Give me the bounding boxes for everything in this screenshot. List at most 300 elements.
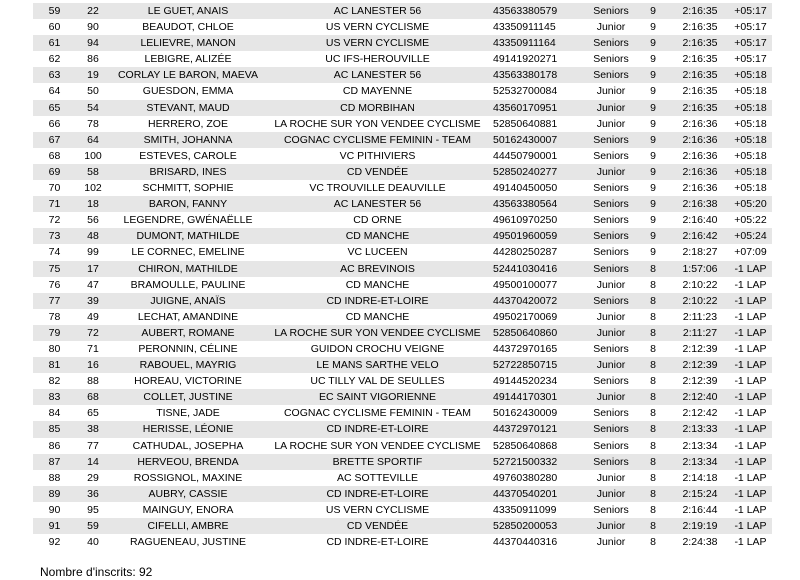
table-row xyxy=(33,116,772,132)
gap-cell: -1 LAP xyxy=(729,470,772,486)
rank-cell: 78 xyxy=(33,309,76,325)
rank-cell: 81 xyxy=(33,357,76,373)
laps-cell: 8 xyxy=(635,341,671,357)
license-cell: 43560170951 xyxy=(489,100,587,116)
gap-cell: +05:24 xyxy=(729,228,772,244)
category-cell: Seniors xyxy=(587,373,635,389)
rank-cell: 79 xyxy=(33,325,76,341)
club-cell: UC IFS-HEROUVILLE xyxy=(266,51,489,67)
club-cell: CD MANCHE xyxy=(266,228,489,244)
laps-cell: 9 xyxy=(635,3,671,19)
category-cell: Seniors xyxy=(587,148,635,164)
time-cell: 2:10:22 xyxy=(671,293,729,309)
table-row xyxy=(33,502,772,518)
laps-cell: 9 xyxy=(635,196,671,212)
category-cell: Seniors xyxy=(587,405,635,421)
category-cell: Junior xyxy=(587,309,635,325)
time-cell: 2:11:23 xyxy=(671,309,729,325)
time-cell: 2:16:35 xyxy=(671,100,729,116)
rider-name-cell: LE CORNEC, EMELINE xyxy=(110,244,266,260)
time-cell: 2:12:42 xyxy=(671,405,729,421)
bib-cell: 38 xyxy=(76,421,110,437)
time-cell: 2:16:35 xyxy=(671,67,729,83)
rank-cell: 86 xyxy=(33,438,76,454)
rank-cell: 62 xyxy=(33,51,76,67)
category-cell: Seniors xyxy=(587,196,635,212)
time-cell: 2:10:22 xyxy=(671,277,729,293)
club-cell: BRETTE SPORTIF xyxy=(266,454,489,470)
laps-cell: 9 xyxy=(635,148,671,164)
gap-cell: +07:09 xyxy=(729,244,772,260)
rank-cell: 89 xyxy=(33,486,76,502)
rider-name-cell: HERRERO, ZOE xyxy=(110,116,266,132)
category-cell: Seniors xyxy=(587,132,635,148)
bib-cell: 77 xyxy=(76,438,110,454)
rank-cell: 82 xyxy=(33,373,76,389)
laps-cell: 8 xyxy=(635,470,671,486)
rider-name-cell: CORLAY LE BARON, MAEVA xyxy=(110,67,266,83)
rank-cell: 83 xyxy=(33,389,76,405)
table-row xyxy=(33,438,772,454)
club-cell: GUIDON CROCHU VEIGNE xyxy=(266,341,489,357)
gap-cell: -1 LAP xyxy=(729,534,772,550)
rider-name-cell: LEGENDRE, GWÉNAËLLE xyxy=(110,212,266,228)
rider-name-cell: PERONNIN, CÉLINE xyxy=(110,341,266,357)
rider-name-cell: HOREAU, VICTORINE xyxy=(110,373,266,389)
club-cell: AC LANESTER 56 xyxy=(266,196,489,212)
laps-cell: 8 xyxy=(635,293,671,309)
bib-cell: 68 xyxy=(76,389,110,405)
rider-name-cell: RAGUENEAU, JUSTINE xyxy=(110,534,266,550)
bib-cell: 36 xyxy=(76,486,110,502)
laps-cell: 9 xyxy=(635,228,671,244)
bib-cell: 88 xyxy=(76,373,110,389)
table-row xyxy=(33,389,772,405)
license-cell: 52850640868 xyxy=(489,438,587,454)
rider-name-cell: STEVANT, MAUD xyxy=(110,100,266,116)
time-cell: 2:16:35 xyxy=(671,3,729,19)
table-row xyxy=(33,405,772,421)
club-cell: US VERN CYCLISME xyxy=(266,19,489,35)
rank-cell: 68 xyxy=(33,148,76,164)
gap-cell: +05:17 xyxy=(729,3,772,19)
laps-cell: 8 xyxy=(635,518,671,534)
rank-cell: 84 xyxy=(33,405,76,421)
club-cell: VC TROUVILLE DEAUVILLE xyxy=(266,180,489,196)
gap-cell: -1 LAP xyxy=(729,518,772,534)
rider-name-cell: CHIRON, MATHILDE xyxy=(110,261,266,277)
gap-cell: +05:17 xyxy=(729,19,772,35)
bib-cell: 54 xyxy=(76,100,110,116)
laps-cell: 8 xyxy=(635,454,671,470)
gap-cell: -1 LAP xyxy=(729,309,772,325)
gap-cell: +05:22 xyxy=(729,212,772,228)
table-row xyxy=(33,19,772,35)
bib-cell: 40 xyxy=(76,534,110,550)
rank-cell: 61 xyxy=(33,35,76,51)
rank-cell: 75 xyxy=(33,261,76,277)
laps-cell: 9 xyxy=(635,180,671,196)
table-row xyxy=(33,277,772,293)
rider-name-cell: LEBIGRE, ALIZÉE xyxy=(110,51,266,67)
category-cell: Junior xyxy=(587,116,635,132)
license-cell: 52441030416 xyxy=(489,261,587,277)
license-cell: 49501960059 xyxy=(489,228,587,244)
club-cell: VC PITHIVIERS xyxy=(266,148,489,164)
table-row xyxy=(33,180,772,196)
laps-cell: 8 xyxy=(635,357,671,373)
table-row xyxy=(33,261,772,277)
bib-cell: 56 xyxy=(76,212,110,228)
club-cell: US VERN CYCLISME xyxy=(266,502,489,518)
license-cell: 44372970165 xyxy=(489,341,587,357)
laps-cell: 8 xyxy=(635,277,671,293)
club-cell: CD INDRE-ET-LOIRE xyxy=(266,534,489,550)
license-cell: 43563380178 xyxy=(489,67,587,83)
category-cell: Seniors xyxy=(587,421,635,437)
license-cell: 49144170301 xyxy=(489,389,587,405)
bib-cell: 65 xyxy=(76,405,110,421)
laps-cell: 8 xyxy=(635,438,671,454)
rider-name-cell: MAINGUY, ENORA xyxy=(110,502,266,518)
club-cell: AC LANESTER 56 xyxy=(266,67,489,83)
rider-name-cell: COLLET, JUSTINE xyxy=(110,389,266,405)
time-cell: 2:16:36 xyxy=(671,132,729,148)
laps-cell: 9 xyxy=(635,244,671,260)
rider-name-cell: RABOUEL, MAYRIG xyxy=(110,357,266,373)
laps-cell: 9 xyxy=(635,35,671,51)
bib-cell: 16 xyxy=(76,357,110,373)
club-cell: COGNAC CYCLISME FEMININ - TEAM xyxy=(266,132,489,148)
club-cell: CD ORNE xyxy=(266,212,489,228)
club-cell: AC BREVINOIS xyxy=(266,261,489,277)
license-cell: 52850640881 xyxy=(489,116,587,132)
category-cell: Junior xyxy=(587,534,635,550)
bib-cell: 22 xyxy=(76,3,110,19)
bib-cell: 18 xyxy=(76,196,110,212)
gap-cell: +05:20 xyxy=(729,196,772,212)
table-row xyxy=(33,518,772,534)
laps-cell: 8 xyxy=(635,502,671,518)
gap-cell: -1 LAP xyxy=(729,405,772,421)
gap-cell: -1 LAP xyxy=(729,325,772,341)
license-cell: 43350911145 xyxy=(489,19,587,35)
rank-cell: 91 xyxy=(33,518,76,534)
club-cell: UC TILLY VAL DE SEULLES xyxy=(266,373,489,389)
rank-cell: 65 xyxy=(33,100,76,116)
category-cell: Seniors xyxy=(587,454,635,470)
time-cell: 2:16:35 xyxy=(671,51,729,67)
time-cell: 2:12:39 xyxy=(671,341,729,357)
laps-cell: 9 xyxy=(635,51,671,67)
category-cell: Junior xyxy=(587,325,635,341)
time-cell: 2:16:38 xyxy=(671,196,729,212)
rank-cell: 73 xyxy=(33,228,76,244)
club-cell: US VERN CYCLISME xyxy=(266,35,489,51)
bib-cell: 78 xyxy=(76,116,110,132)
laps-cell: 8 xyxy=(635,389,671,405)
table-row xyxy=(33,470,772,486)
rider-name-cell: AUBERT, ROMANE xyxy=(110,325,266,341)
license-cell: 52722850715 xyxy=(489,357,587,373)
gap-cell: -1 LAP xyxy=(729,277,772,293)
gap-cell: -1 LAP xyxy=(729,502,772,518)
table-row xyxy=(33,421,772,437)
gap-cell: +05:18 xyxy=(729,132,772,148)
gap-cell: -1 LAP xyxy=(729,438,772,454)
bib-cell: 47 xyxy=(76,277,110,293)
time-cell: 2:16:36 xyxy=(671,164,729,180)
rider-name-cell: DUMONT, MATHILDE xyxy=(110,228,266,244)
rank-cell: 70 xyxy=(33,180,76,196)
rider-name-cell: LELIEVRE, MANON xyxy=(110,35,266,51)
bib-cell: 50 xyxy=(76,83,110,99)
time-cell: 2:16:40 xyxy=(671,212,729,228)
table-row xyxy=(33,534,772,550)
license-cell: 43350911099 xyxy=(489,502,587,518)
time-cell: 2:11:27 xyxy=(671,325,729,341)
time-cell: 2:16:36 xyxy=(671,180,729,196)
laps-cell: 9 xyxy=(635,100,671,116)
license-cell: 44280250287 xyxy=(489,244,587,260)
rank-cell: 80 xyxy=(33,341,76,357)
category-cell: Junior xyxy=(587,486,635,502)
license-cell: 44370440316 xyxy=(489,534,587,550)
rider-name-cell: BRAMOULLE, PAULINE xyxy=(110,277,266,293)
rank-cell: 67 xyxy=(33,132,76,148)
bib-cell: 59 xyxy=(76,518,110,534)
time-cell: 2:16:36 xyxy=(671,116,729,132)
category-cell: Seniors xyxy=(587,51,635,67)
gap-cell: -1 LAP xyxy=(729,373,772,389)
license-cell: 52850240277 xyxy=(489,164,587,180)
rank-cell: 74 xyxy=(33,244,76,260)
rider-name-cell: TISNE, JADE xyxy=(110,405,266,421)
time-cell: 1:57:06 xyxy=(671,261,729,277)
bib-cell: 94 xyxy=(76,35,110,51)
bib-cell: 17 xyxy=(76,261,110,277)
category-cell: Seniors xyxy=(587,180,635,196)
category-cell: Seniors xyxy=(587,293,635,309)
category-cell: Seniors xyxy=(587,212,635,228)
club-cell: CD MANCHE xyxy=(266,277,489,293)
rider-name-cell: ROSSIGNOL, MAXINE xyxy=(110,470,266,486)
rank-cell: 90 xyxy=(33,502,76,518)
license-cell: 52721500332 xyxy=(489,454,587,470)
table-row xyxy=(33,341,772,357)
license-cell: 52850640860 xyxy=(489,325,587,341)
club-cell: LA ROCHE SUR YON VENDEE CYCLISME xyxy=(266,116,489,132)
club-cell: LE MANS SARTHE VELO xyxy=(266,357,489,373)
gap-cell: -1 LAP xyxy=(729,421,772,437)
rider-name-cell: LE GUET, ANAIS xyxy=(110,3,266,19)
category-cell: Seniors xyxy=(587,228,635,244)
rank-cell: 88 xyxy=(33,470,76,486)
table-row xyxy=(33,373,772,389)
club-cell: COGNAC CYCLISME FEMININ - TEAM xyxy=(266,405,489,421)
bib-cell: 102 xyxy=(76,180,110,196)
table-row xyxy=(33,100,772,116)
bib-cell: 71 xyxy=(76,341,110,357)
registrant-count: Nombre d'inscrits: 92 xyxy=(40,565,153,579)
license-cell: 44372970121 xyxy=(489,421,587,437)
category-cell: Seniors xyxy=(587,3,635,19)
laps-cell: 8 xyxy=(635,534,671,550)
category-cell: Junior xyxy=(587,389,635,405)
category-cell: Junior xyxy=(587,164,635,180)
results-table xyxy=(33,3,772,550)
club-cell: VC LUCEEN xyxy=(266,244,489,260)
rider-name-cell: SCHMITT, SOPHIE xyxy=(110,180,266,196)
license-cell: 44370540201 xyxy=(489,486,587,502)
table-row xyxy=(33,212,772,228)
time-cell: 2:13:33 xyxy=(671,421,729,437)
table-row xyxy=(33,35,772,51)
time-cell: 2:12:39 xyxy=(671,373,729,389)
rider-name-cell: GUESDON, EMMA xyxy=(110,83,266,99)
gap-cell: +05:17 xyxy=(729,51,772,67)
bib-cell: 14 xyxy=(76,454,110,470)
rank-cell: 60 xyxy=(33,19,76,35)
license-cell: 49760380280 xyxy=(489,470,587,486)
table-row xyxy=(33,486,772,502)
laps-cell: 9 xyxy=(635,83,671,99)
license-cell: 44370420072 xyxy=(489,293,587,309)
laps-cell: 8 xyxy=(635,486,671,502)
license-cell: 43563380564 xyxy=(489,196,587,212)
gap-cell: -1 LAP xyxy=(729,454,772,470)
gap-cell: +05:18 xyxy=(729,67,772,83)
gap-cell: +05:18 xyxy=(729,148,772,164)
rider-name-cell: HERISSE, LÉONIE xyxy=(110,421,266,437)
category-cell: Junior xyxy=(587,19,635,35)
laps-cell: 8 xyxy=(635,373,671,389)
results-table-body xyxy=(33,3,772,550)
rank-cell: 87 xyxy=(33,454,76,470)
table-row xyxy=(33,83,772,99)
rank-cell: 66 xyxy=(33,116,76,132)
time-cell: 2:12:40 xyxy=(671,389,729,405)
bib-cell: 19 xyxy=(76,67,110,83)
bib-cell: 72 xyxy=(76,325,110,341)
table-row xyxy=(33,357,772,373)
gap-cell: +05:18 xyxy=(729,83,772,99)
bib-cell: 100 xyxy=(76,148,110,164)
club-cell: CD INDRE-ET-LOIRE xyxy=(266,421,489,437)
bib-cell: 39 xyxy=(76,293,110,309)
gap-cell: +05:17 xyxy=(729,35,772,51)
bib-cell: 86 xyxy=(76,51,110,67)
laps-cell: 8 xyxy=(635,309,671,325)
time-cell: 2:14:18 xyxy=(671,470,729,486)
rider-name-cell: HERVEOU, BRENDA xyxy=(110,454,266,470)
table-row xyxy=(33,244,772,260)
rank-cell: 92 xyxy=(33,534,76,550)
gap-cell: -1 LAP xyxy=(729,293,772,309)
license-cell: 49140450050 xyxy=(489,180,587,196)
table-row xyxy=(33,293,772,309)
bib-cell: 49 xyxy=(76,309,110,325)
license-cell: 49610970250 xyxy=(489,212,587,228)
license-cell: 43563380579 xyxy=(489,3,587,19)
category-cell: Junior xyxy=(587,277,635,293)
table-row xyxy=(33,196,772,212)
club-cell: EC SAINT VIGORIENNE xyxy=(266,389,489,405)
laps-cell: 9 xyxy=(635,116,671,132)
table-row xyxy=(33,67,772,83)
time-cell: 2:16:44 xyxy=(671,502,729,518)
laps-cell: 9 xyxy=(635,164,671,180)
license-cell: 49502170069 xyxy=(489,309,587,325)
license-cell: 44450790001 xyxy=(489,148,587,164)
time-cell: 2:18:27 xyxy=(671,244,729,260)
table-row xyxy=(33,148,772,164)
rider-name-cell: ESTEVES, CAROLE xyxy=(110,148,266,164)
club-cell: LA ROCHE SUR YON VENDEE CYCLISME xyxy=(266,438,489,454)
time-cell: 2:13:34 xyxy=(671,438,729,454)
category-cell: Seniors xyxy=(587,35,635,51)
category-cell: Junior xyxy=(587,83,635,99)
table-row xyxy=(33,228,772,244)
license-cell: 49500100077 xyxy=(489,277,587,293)
rider-name-cell: BARON, FANNY xyxy=(110,196,266,212)
category-cell: Junior xyxy=(587,470,635,486)
category-cell: Junior xyxy=(587,357,635,373)
table-row xyxy=(33,309,772,325)
rider-name-cell: BRISARD, INES xyxy=(110,164,266,180)
laps-cell: 9 xyxy=(635,67,671,83)
time-cell: 2:19:19 xyxy=(671,518,729,534)
gap-cell: -1 LAP xyxy=(729,261,772,277)
category-cell: Seniors xyxy=(587,502,635,518)
rider-name-cell: LECHAT, AMANDINE xyxy=(110,309,266,325)
time-cell: 2:15:24 xyxy=(671,486,729,502)
rank-cell: 76 xyxy=(33,277,76,293)
rank-cell: 63 xyxy=(33,67,76,83)
gap-cell: -1 LAP xyxy=(729,486,772,502)
bib-cell: 90 xyxy=(76,19,110,35)
laps-cell: 9 xyxy=(635,19,671,35)
category-cell: Seniors xyxy=(587,67,635,83)
table-row xyxy=(33,51,772,67)
club-cell: CD MAYENNE xyxy=(266,83,489,99)
rank-cell: 59 xyxy=(33,3,76,19)
table-row xyxy=(33,325,772,341)
time-cell: 2:16:42 xyxy=(671,228,729,244)
license-cell: 52532700084 xyxy=(489,83,587,99)
time-cell: 2:16:35 xyxy=(671,19,729,35)
license-cell: 50162430009 xyxy=(489,405,587,421)
bib-cell: 95 xyxy=(76,502,110,518)
club-cell: CD INDRE-ET-LOIRE xyxy=(266,486,489,502)
laps-cell: 8 xyxy=(635,261,671,277)
laps-cell: 8 xyxy=(635,421,671,437)
table-row xyxy=(33,164,772,180)
club-cell: CD MANCHE xyxy=(266,309,489,325)
rank-cell: 71 xyxy=(33,196,76,212)
bib-cell: 58 xyxy=(76,164,110,180)
laps-cell: 9 xyxy=(635,132,671,148)
bib-cell: 64 xyxy=(76,132,110,148)
license-cell: 43350911164 xyxy=(489,35,587,51)
rank-cell: 64 xyxy=(33,83,76,99)
category-cell: Junior xyxy=(587,518,635,534)
club-cell: AC SOTTEVILLE xyxy=(266,470,489,486)
club-cell: CD INDRE-ET-LOIRE xyxy=(266,293,489,309)
license-cell: 49144520234 xyxy=(489,373,587,389)
laps-cell: 9 xyxy=(635,212,671,228)
time-cell: 2:13:34 xyxy=(671,454,729,470)
